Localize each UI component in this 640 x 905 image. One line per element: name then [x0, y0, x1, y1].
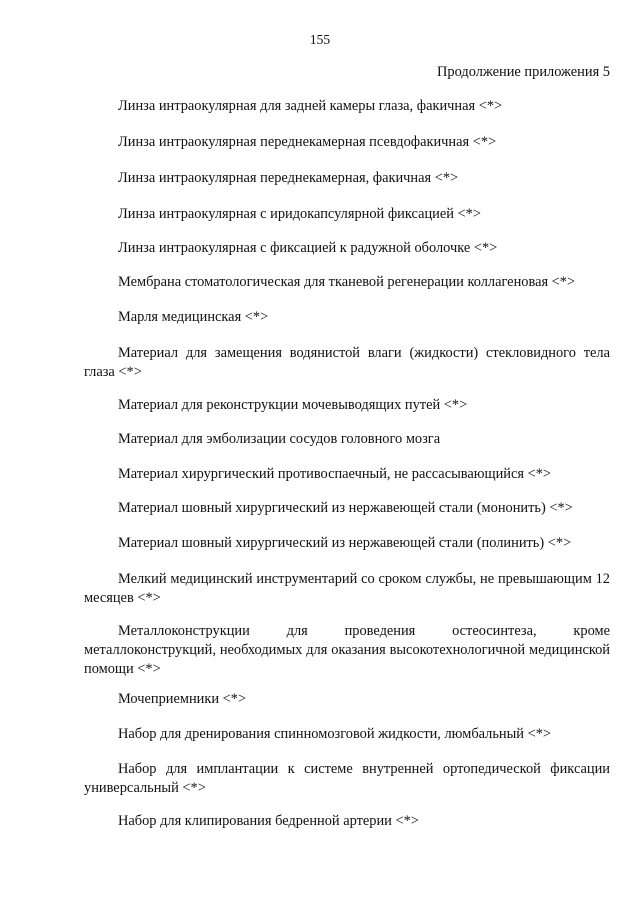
page-number: 155	[309, 32, 331, 47]
list-item: Набор для дренирования спинномозговой жидкости, люмбальный <*>	[118, 726, 552, 742]
list-item: Материал шовный хирургический из нержавеющей стали (мононить) <*>	[118, 500, 573, 516]
list-item: Мочеприемники <*>	[118, 691, 247, 707]
list-item: Материал для реконструкции мочевыводящих путей <*>	[118, 397, 468, 413]
list-item: Набор для имплантации к системе внутренней ортопедической фиксации универсальный <*>	[84, 761, 610, 796]
list-item: Мембрана стоматологическая для тканевой регенерации коллагеновая <*>	[118, 274, 576, 290]
list-item: Линза интраокулярная с иридокапсулярной фиксацией <*>	[118, 206, 481, 222]
list-item: Линза интраокулярная переднекамерная, факичная <*>	[118, 170, 459, 186]
list-item: Линза интраокулярная с фиксацией к радужной оболочке <*>	[118, 240, 498, 256]
list-item: Материал для замещения водянистой влаги (жидкости) стекловидного тела глаза <*>	[84, 345, 610, 380]
list-item: Линза интраокулярная для задней камеры глаза, факичная <*>	[118, 98, 503, 114]
list-item: Набор для клипирования бедренной артерии <*>	[118, 813, 419, 829]
list-item: Материал шовный хирургический из нержавеющей стали (полинить) <*>	[118, 535, 572, 551]
list-item: Материал для эмболизации сосудов головного мозга	[118, 431, 441, 447]
list-item: Металлоконструкции для проведения остеосинтеза, кроме металлоконструкций, необходимых для оказания высокотехнологичной медицинской помощи <*>	[84, 623, 610, 677]
list-item: Материал хирургический противоспаечный, не рассасывающийся <*>	[118, 466, 552, 482]
list-item: Марля медицинская <*>	[118, 309, 269, 325]
list-item: Мелкий медицинский инструментарий со сроком службы, не превышающим 12 месяцев <*>	[84, 571, 610, 606]
list-item: Линза интраокулярная переднекамерная псевдофакичная <*>	[118, 134, 497, 150]
continuation-heading: Продолжение приложения 5	[437, 64, 610, 80]
